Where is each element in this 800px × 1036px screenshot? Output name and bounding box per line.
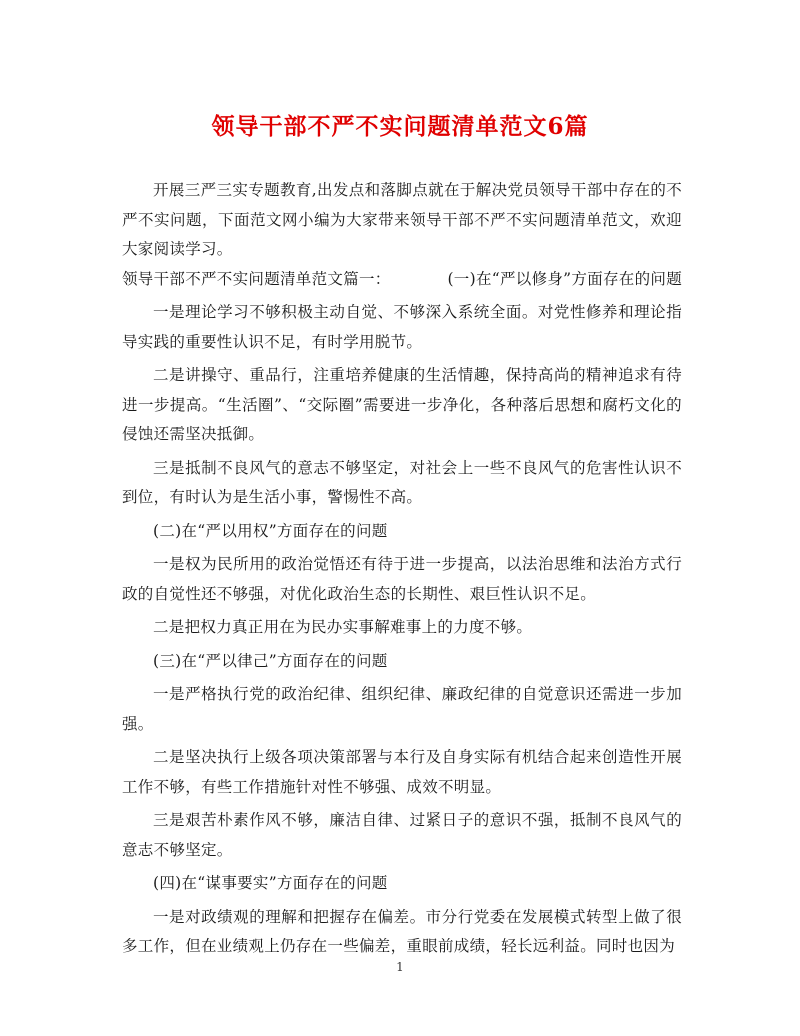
section2-paragraph-1: 一是权为民所用的政治觉悟还有待于进一步提高，以法治思维和法治方式行政的自觉性还不够强，对优化政治生态的长期性、艰巨性认识不足。: [122, 555, 682, 603]
section1-paragraph-2: 二是讲操守、重品行，注重培养健康的生活情趣，保持高尚的精神追求有待进一步提高。“生活圈”、“交际圈”需要进一步净化，各种落后思想和腐朽文化的侵蚀还需坚决抵御。: [122, 366, 682, 443]
section-heading-1: (一)在“严以修身”方面存在的问题: [447, 269, 682, 288]
section3-paragraph-1: 一是严格执行党的政治纪律、组织纪律、廉政纪律的自觉意识还需进一步加强。: [122, 685, 682, 733]
article-label: 领导干部不严不实问题清单范文篇一：: [122, 269, 391, 288]
section3-paragraph-2: 二是坚决执行上级各项决策部署与本行及自身实际有机结合起来创造性开展工作不够，有些工作措施针对性不够强、成效不明显。: [122, 748, 682, 796]
section-heading-3: (三)在“严以律己”方面存在的问题: [153, 651, 388, 670]
intro-paragraph: 开展三严三实专题教育,出发点和落脚点就在于解决党员领导干部中存在的不严不实问题，下面范文网小编为大家带来领导干部不严不实问题清单范文，欢迎大家阅读学习。: [122, 181, 682, 258]
section-heading-4: (四)在“谋事要实”方面存在的问题: [153, 874, 388, 892]
section2-paragraph-2: 二是把权力真正用在为民办实事解难事上的力度不够。: [153, 618, 533, 636]
section1-paragraph-1: 一是理论学习不够积极主动自觉、不够深入系统全面。对党性修养和理论指导实践的重要性认识不足，有时学用脱节。: [122, 303, 682, 351]
document-body: [122, 176, 682, 962]
section1-paragraph-3: 三是抵制不良风气的意志不够坚定，对社会上一些不良风气的危害性认识不到位，有时认为是生活小事，警惕性不高。: [122, 458, 682, 506]
article-heading-line: [122, 265, 682, 295]
section4-paragraph-1: 一是对政绩观的理解和把握存在偏差。市分行党委在发展模式转型上做了很多工作，但在业绩观上仍存在一些偏差，重眼前成绩，轻长远利益。同时也因为: [122, 907, 682, 955]
section3-paragraph-3: 三是艰苦朴素作风不够，廉洁自律、过紧日子的意识不强，抵制不良风气的意志不够坚定。: [122, 811, 682, 859]
document-title: 领导干部不严不实问题清单范文6篇: [211, 113, 589, 140]
section-heading-2: (二)在“严以用权”方面存在的问题: [153, 521, 388, 540]
page-number: 1: [396, 960, 404, 974]
